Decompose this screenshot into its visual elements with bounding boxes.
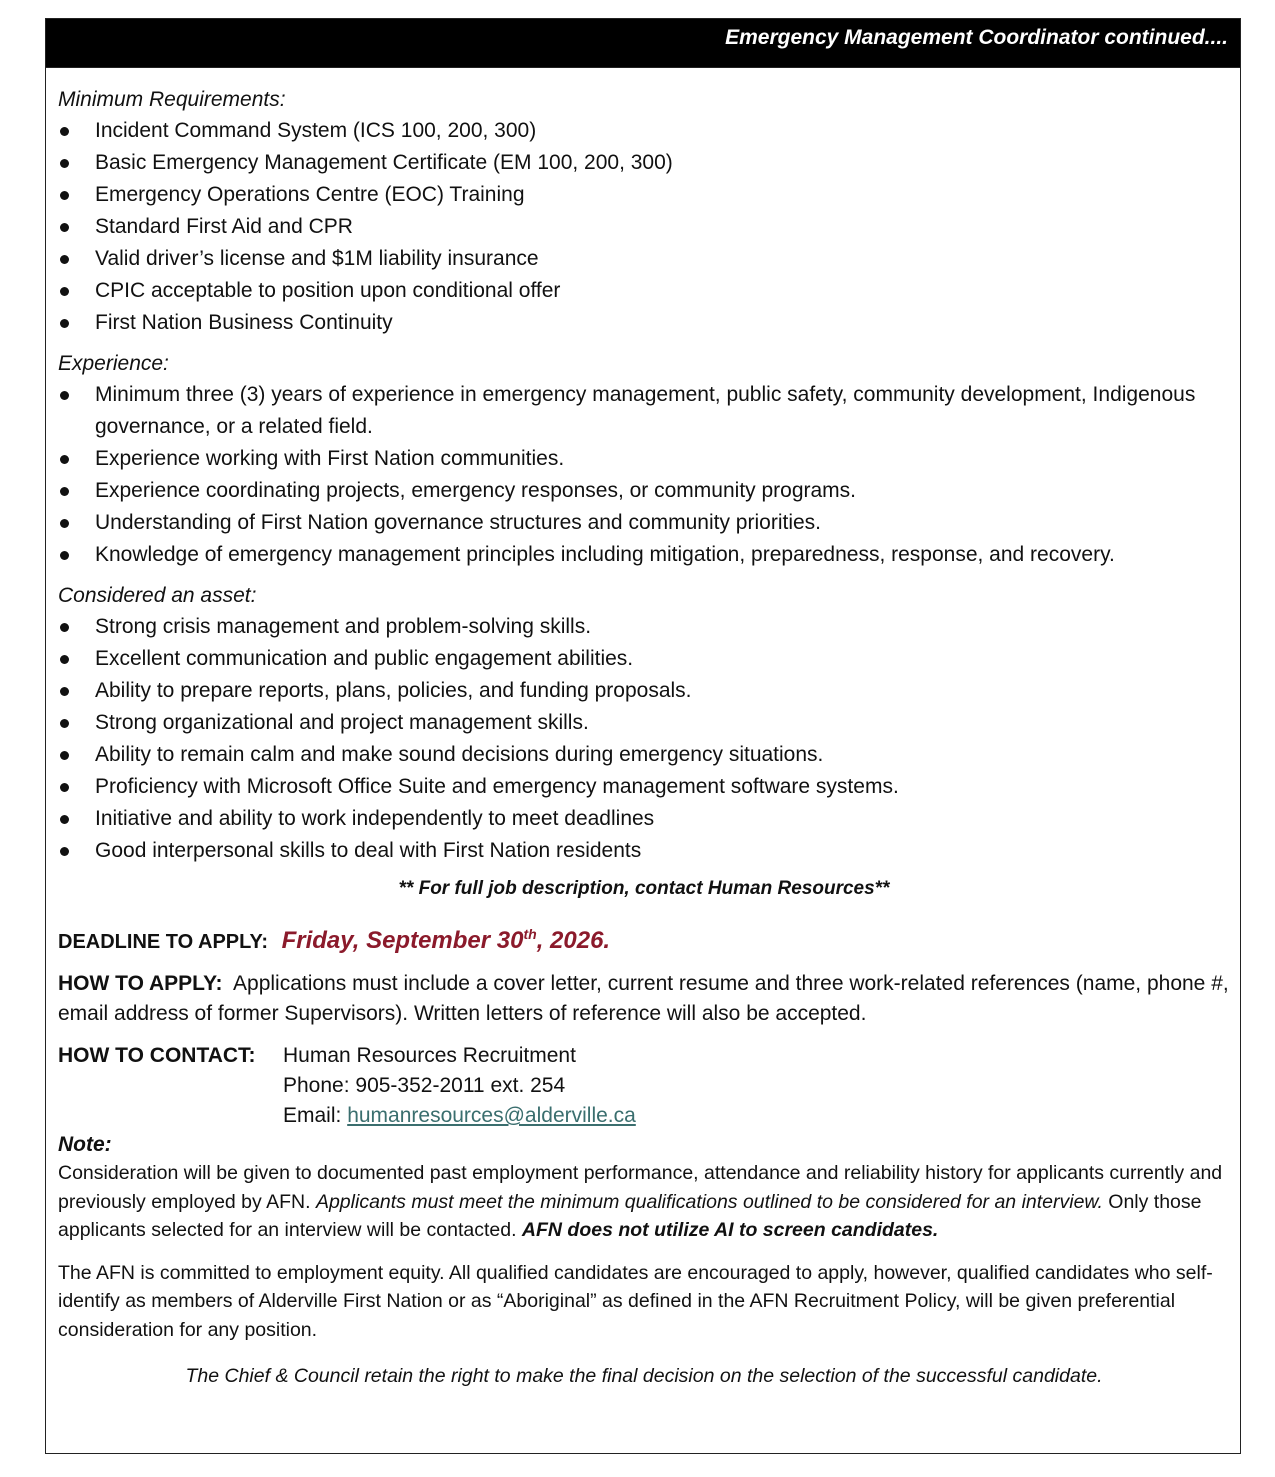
- bullet-icon: [60, 159, 69, 168]
- bullet-icon: [60, 223, 69, 232]
- list-item: Incident Command System (ICS 100, 200, 300): [58, 115, 1230, 147]
- bullet-icon: [60, 127, 69, 136]
- asset-list: [58, 611, 1230, 867]
- how-to-apply: [58, 969, 1230, 1029]
- bullet-icon: [60, 455, 69, 464]
- bullet-icon: [60, 391, 69, 400]
- deadline-label: DEADLINE TO APPLY:: [58, 931, 269, 953]
- bullet-icon: [60, 191, 69, 200]
- list-item: Strong organizational and project management skills.: [58, 707, 1230, 739]
- experience-heading: Experience:: [58, 352, 169, 375]
- contact-email-row: Email: humanresources@alderville.ca: [283, 1104, 636, 1127]
- list-item: First Nation Business Continuity: [58, 307, 1230, 339]
- list-item: Experience working with First Nation communities.: [58, 443, 1230, 475]
- bullet-icon: [60, 751, 69, 760]
- bullet-icon: [60, 655, 69, 664]
- how-to-apply-label: HOW TO APPLY:: [58, 972, 223, 995]
- bullet-icon: [60, 815, 69, 824]
- list-item: Proficiency with Microsoft Office Suite and emergency management software systems.: [58, 771, 1230, 803]
- list-item: CPIC acceptable to position upon conditional offer: [58, 275, 1230, 307]
- final-statement: The Chief & Council retain the right to make the final decision on the selection of the successful candidate.: [185, 1365, 1103, 1387]
- list-item: Standard First Aid and CPR: [58, 211, 1230, 243]
- bullet-icon: [60, 551, 69, 560]
- list-item: Emergency Operations Centre (EOC) Training: [58, 179, 1230, 211]
- bullet-icon: [60, 487, 69, 496]
- bullet-icon: [60, 255, 69, 264]
- bullet-icon: [60, 719, 69, 728]
- list-item: Initiative and ability to work independently to meet deadlines: [58, 803, 1230, 835]
- minimum-requirements-list: [58, 115, 1230, 339]
- bullet-icon: [60, 783, 69, 792]
- list-item: Good interpersonal skills to deal with First Nation residents: [58, 835, 1230, 867]
- list-item: Experience coordinating projects, emergency responses, or community programs.: [58, 475, 1230, 507]
- deadline: [58, 917, 1230, 959]
- contact-name: Human Resources Recruitment: [283, 1044, 576, 1067]
- how-to-apply-text: Applications must include a cover letter, current resume and three work-related references (name, phone #, email address of former Supervisors). Written letters of reference will also be accepted.: [58, 972, 1229, 1025]
- banner-title: Emergency Management Coordinator continued....: [46, 19, 1240, 67]
- list-item: Excellent communication and public engagement abilities.: [58, 643, 1230, 675]
- list-item: Strong crisis management and problem-solving skills.: [58, 611, 1230, 643]
- document-frame: [45, 18, 1241, 1454]
- content: [58, 85, 1230, 1390]
- list-item: Basic Emergency Management Certificate (EM 100, 200, 300): [58, 147, 1230, 179]
- full-description-note: ** For full job description, contact Human Resources**: [398, 878, 890, 899]
- list-item: Minimum three (3) years of experience in emergency management, public safety, community development, Indigenous governance, or a related field.: [58, 379, 1230, 443]
- how-to-contact-label: HOW TO CONTACT:: [58, 1044, 256, 1067]
- list-item: Ability to remain calm and make sound decisions during emergency situations.: [58, 739, 1230, 771]
- bullet-icon: [60, 687, 69, 696]
- bullet-icon: [60, 623, 69, 632]
- how-to-contact: [58, 1041, 1230, 1131]
- experience-list: [58, 379, 1230, 571]
- banner-divider: [46, 67, 1240, 68]
- email-link[interactable]: humanresources@alderville.ca: [347, 1104, 636, 1127]
- note-heading: Note:: [58, 1133, 112, 1156]
- list-item: Ability to prepare reports, plans, policies, and funding proposals.: [58, 675, 1230, 707]
- minimum-requirements-heading: Minimum Requirements:: [58, 88, 286, 111]
- contact-phone: Phone: 905-352-2011 ext. 254: [283, 1074, 566, 1097]
- equity-paragraph: The AFN is committed to employment equity. All qualified candidates are encouraged to apply, however, qualified candidates who self-identify as members of Alderville First Nation or as “Aboriginal” as defined in the AFN Recruitment Policy, will be given preferential consideration for any position.: [58, 1261, 1213, 1341]
- list-item: Understanding of First Nation governance structures and community priorities.: [58, 507, 1230, 539]
- bullet-icon: [60, 519, 69, 528]
- bullet-icon: [60, 319, 69, 328]
- list-item: Valid driver’s license and $1M liability insurance: [58, 243, 1230, 275]
- asset-heading: Considered an asset:: [58, 584, 257, 607]
- bullet-icon: [60, 847, 69, 856]
- deadline-date: Friday, September 30th, 2026.: [281, 926, 611, 954]
- list-item: Knowledge of emergency management principles including mitigation, preparedness, response, and recovery.: [58, 539, 1230, 571]
- bullet-icon: [60, 287, 69, 296]
- note-paragraph: Consideration will be given to documented past employment performance, attendance and reliability history for applicants currently and previously employed by AFN. Applicants must meet the minimum qualifications outlined to be considered for an interview. Only those applicants selected for an interview will be contacted. AFN does not utilize AI to screen candidates.: [58, 1162, 1223, 1241]
